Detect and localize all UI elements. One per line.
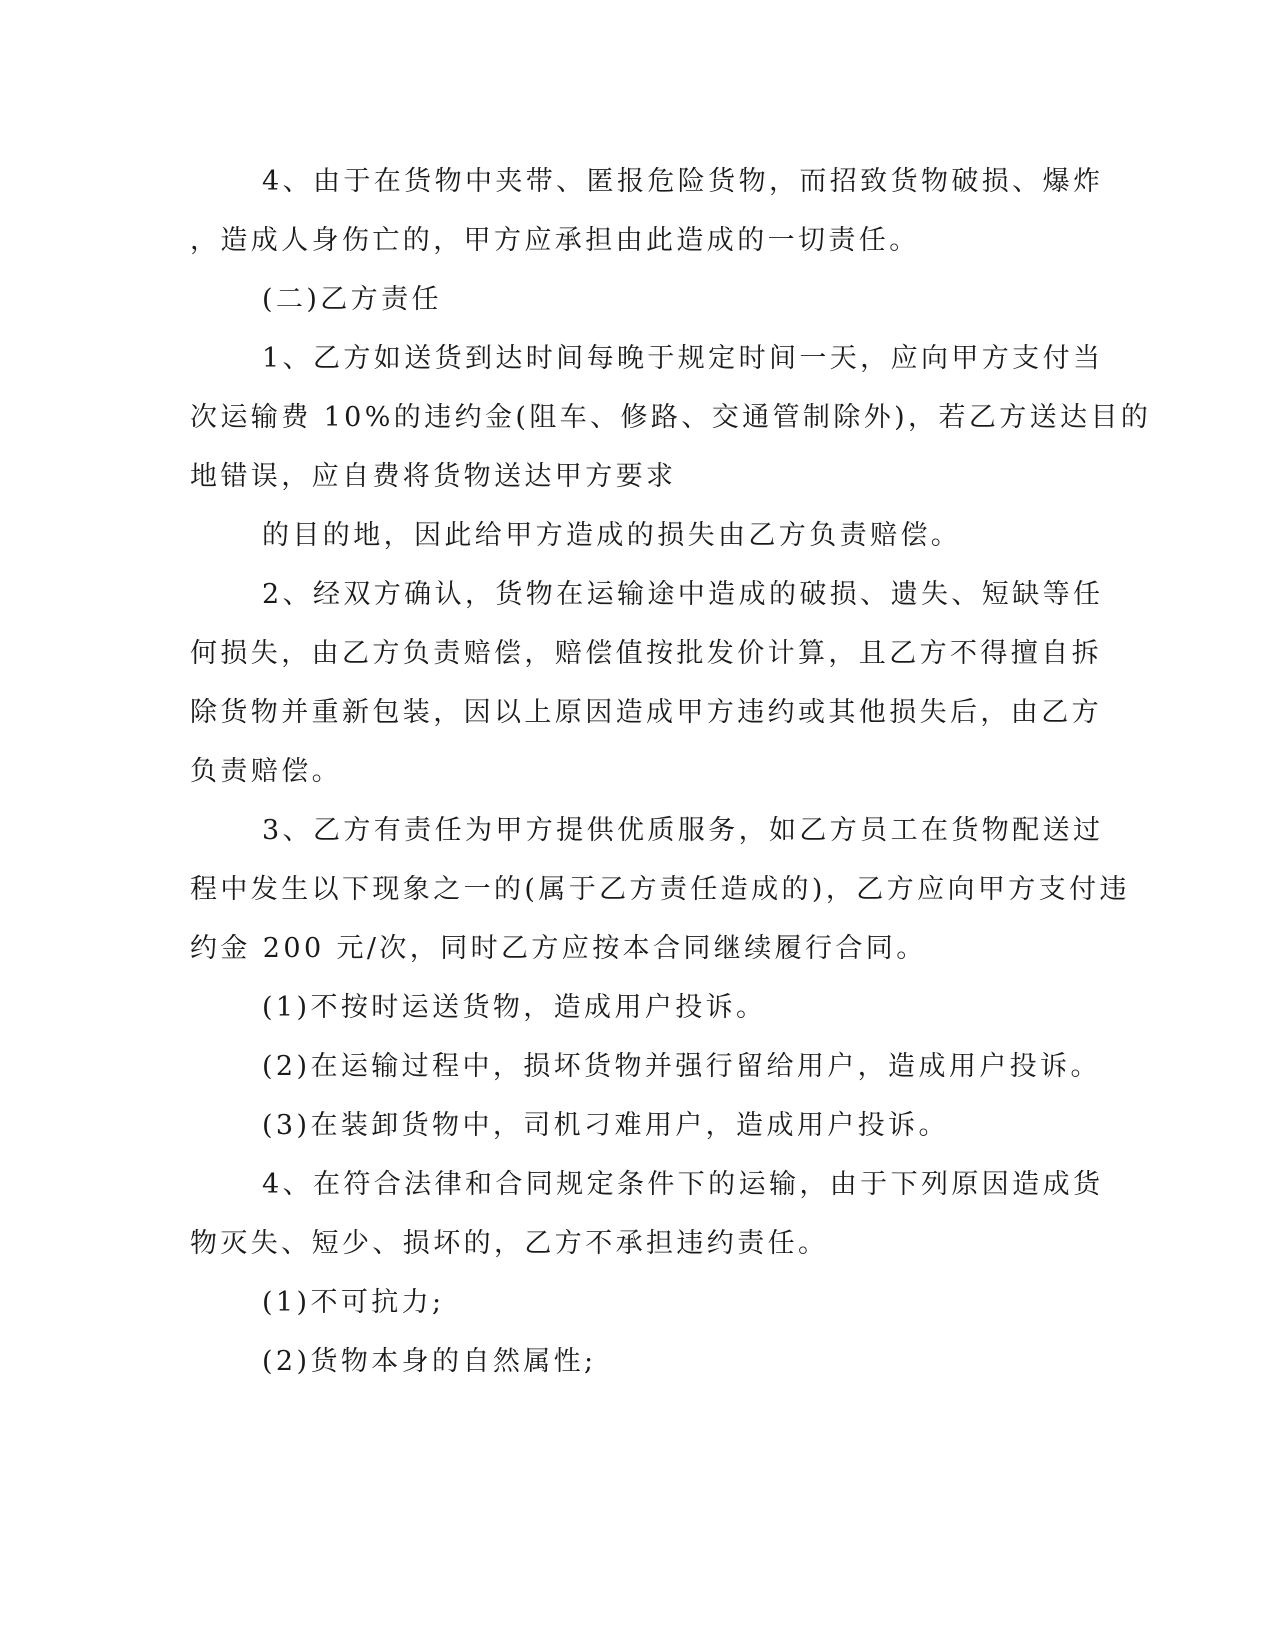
section-heading: (二)乙方责任 <box>262 284 442 315</box>
list-item: (1)不按时运送货物，造成用户投诉。 <box>262 992 767 1023</box>
list-item: (2)货物本身的自然属性; <box>262 1346 597 1377</box>
text-line: 物灭失、短少、损坏的，乙方不承担违约责任。 <box>190 1228 829 1259</box>
text-line: 1、乙方如送货到达时间每晚于规定时间一天，应向甲方支付当 <box>262 343 1104 374</box>
text-line: 程中发生以下现象之一的(属于乙方责任造成的)，乙方应向甲方支付违 <box>190 874 1130 905</box>
text-line: 地错误，应自费将货物送达甲方要求 <box>190 461 677 492</box>
text-line: 约金 200 元/次，同时乙方应按本合同继续履行合同。 <box>190 933 927 964</box>
list-item: (2)在运输过程中，损坏货物并强行留给用户，造成用户投诉。 <box>262 1051 1101 1082</box>
list-item: (3)在装卸货物中，司机刁难用户，造成用户投诉。 <box>262 1110 949 1141</box>
list-item: (1)不可抗力; <box>262 1287 445 1318</box>
text-line: 何损失，由乙方负责赔偿，赔偿值按批发价计算，且乙方不得擅自拆 <box>190 638 1102 669</box>
text-line: 4、在符合法律和合同规定条件下的运输，由于下列原因造成货 <box>262 1169 1104 1200</box>
text-line: ，造成人身伤亡的，甲方应承担由此造成的一切责任。 <box>190 225 920 256</box>
text-line: 除货物并重新包装，因以上原因造成甲方违约或其他损失后，由乙方 <box>190 697 1102 728</box>
text-line: 3、乙方有责任为甲方提供优质服务，如乙方员工在货物配送过 <box>262 815 1104 846</box>
text-line: 的目的地，因此给甲方造成的损失由乙方负责赔偿。 <box>262 520 962 551</box>
text-line: 负责赔偿。 <box>190 756 342 787</box>
text-line: 次运输费 10%的违约金(阻车、修路、交通管制除外)，若乙方送达目的 <box>190 402 1152 433</box>
text-line: 2、经双方确认，货物在运输途中造成的破损、遗失、短缺等任 <box>262 579 1104 610</box>
text-line: 4、由于在货物中夹带、匿报危险货物，而招致货物破损、爆炸 <box>262 166 1104 197</box>
